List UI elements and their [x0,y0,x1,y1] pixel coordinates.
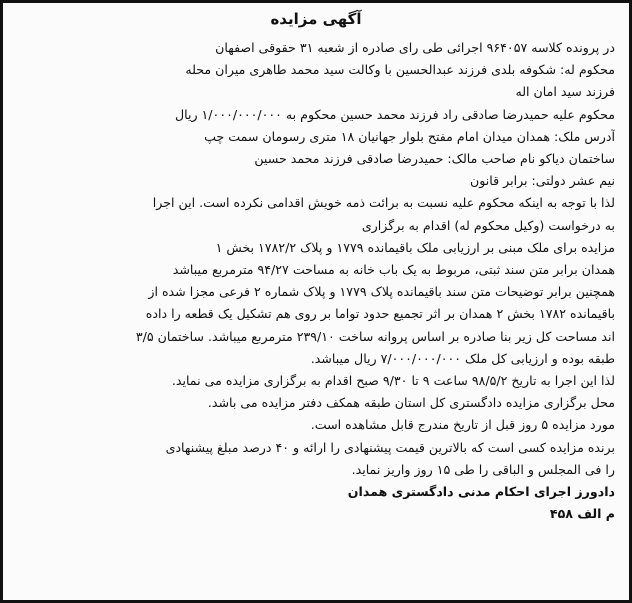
notice-content [17,9,615,525]
text-line: محکوم له: شکوفه بلدی فرزند عبدالحسین با وکالت سید محمد طاهری میران محله [185,62,615,78]
signature-line: دادورز اجرای احکام مدنی دادگستری همدان [347,484,615,500]
text-line: مزایده برای ملک مبنی بر ارزیابی ملک باقیمانده ۱۷۷۹ و پلاک ۱۷۸۲/۲ بخش ۱ [215,239,615,255]
text-line: نیم عشر دولتی: برابر قانون [470,173,615,189]
text-line: همچنین برابر توضیحات متن سند باقیمانده پلاک ۱۷۷۹ و پلاک شماره ۲ فرعی مجزا شده از [148,284,615,300]
text-line: لذا با توجه به اینکه محکوم علیه نسبت به برائت ذمه خویش اقدامی نکرده است. این اجرا [152,195,615,211]
text-line: اند مساحت کل زیر بنا صادره بر اساس پروانه ساخت ۲۳۹/۱۰ مترمربع میباشد. ساختمان ۳/۵ [135,328,615,344]
text-line: مورد مزایده ۵ روز قبل از تاریخ مندرج قابل مشاهده است. [310,417,615,433]
text-line: لذا این اجرا به تاریخ ۹۸/۵/۲ ساعت ۹ تا ۹/۳۰ صبح اقدام به برگزاری مزایده می نماید. [171,373,615,389]
text-line: طبقه بوده و ارزیابی کل ملک ۷/۰۰۰/۰۰۰/۰۰۰ ریال میباشد. [310,350,615,366]
text-line: آدرس ملک: همدان میدان امام مفتح بلوار جهانیان ۱۸ متری رسومان سمت چپ [204,128,615,144]
text-line: باقیمانده ۱۷۸۲ بخش ۲ همدان بر اثر تجمیع حدود تواما بر روی هم تشکیل یک قطعه را داده [145,306,615,322]
text-line: محکوم علیه حمیدرضا صادقی راد فرزند محمد حسین محکوم به ۱/۰۰۰/۰۰۰/۰۰۰ ریال [174,106,615,122]
text-line: برنده مزایده کسی است که بالاترین قیمت پیشنهادی را ارائه و ۴۰ درصد مبلغ پیشنهادی [165,439,615,455]
text-line: محل برگزاری مزایده دادگستری کل استان طبقه همکف دفتر مزایده می باشد. [207,395,615,411]
text-line: را فی المجلس و الباقی را طی ۱۵ روز واریز نماید. [351,461,615,477]
text-line: همدان برابر متن سند ثبتی، مربوط به یک باب خانه به مساحت ۹۴/۲۷ مترمربع میباشد [172,262,615,278]
text-line: در پرونده کلاسه ۹۶۴۰۵۷ اجرائی طی رای صادره از شعبه ۳۱ حقوقی اصفهان [215,40,615,55]
text-line: فرزند سید امان اله [515,84,615,100]
notice-code: م الف ۴۵۸ [549,506,615,522]
text-line: به درخواست (وکیل محکوم له) اقدام به برگزاری [361,217,615,233]
notice-title: آگهی مزایده [270,10,362,28]
text-line: ساختمان دیاکو نام صاحب مالک: حمیدرضا صادقی فرزند محمد حسین [254,151,615,167]
